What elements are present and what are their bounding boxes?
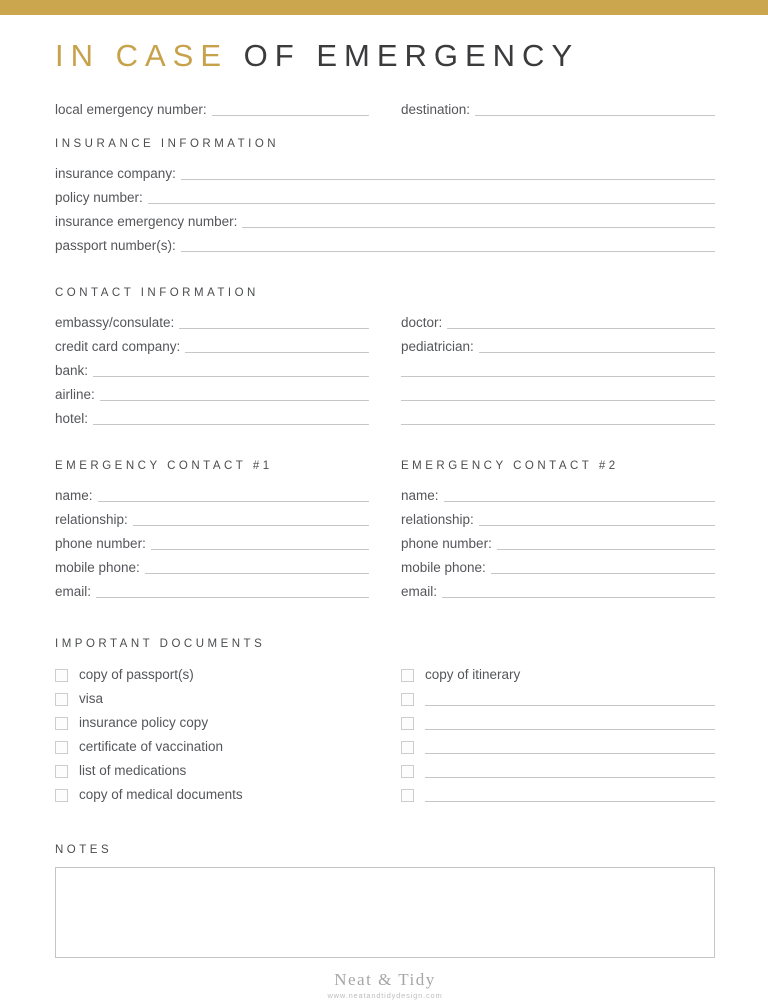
top-accent-bar: [0, 0, 768, 15]
checkbox[interactable]: [401, 693, 414, 706]
fill-in-line[interactable]: [425, 777, 715, 778]
field-doctor: [401, 308, 715, 332]
field-credit-card-company: [55, 332, 369, 356]
contact-fields: [55, 308, 715, 428]
field-label: destination:: [401, 102, 471, 117]
fill-in-line[interactable]: [93, 424, 369, 425]
field-ec1-email: [55, 577, 369, 601]
field-label: email:: [55, 584, 92, 599]
field-label: embassy/consulate:: [55, 315, 175, 330]
fill-in-line[interactable]: [425, 705, 715, 706]
insurance-section-heading: INSURANCE INFORMATION: [55, 138, 280, 150]
fill-in-line[interactable]: [491, 573, 715, 574]
checklist-item-blank: [401, 783, 715, 807]
checkbox[interactable]: [401, 765, 414, 778]
fill-in-line[interactable]: [497, 549, 715, 550]
contact-right-column: [401, 308, 715, 428]
field-label: relationship:: [55, 512, 128, 527]
brand-url: www.neatandtidydesign.com: [327, 991, 443, 1000]
quick-fields-row: [55, 97, 715, 119]
fill-in-line[interactable]: [401, 424, 715, 425]
field-label: email:: [401, 584, 438, 599]
checklist-label: insurance policy copy: [79, 715, 209, 730]
fill-in-line[interactable]: [148, 203, 715, 204]
checklist-label: certificate of vaccination: [79, 739, 224, 754]
fill-in-line[interactable]: [145, 573, 369, 574]
fill-in-line[interactable]: [133, 525, 369, 526]
field-label: doctor:: [401, 315, 443, 330]
checklist-item-certificate-of-vaccination: [55, 735, 369, 759]
page-title-accent: IN CASE: [55, 38, 229, 73]
documents-right-column: [401, 663, 715, 807]
field-policy-number: [55, 183, 715, 207]
fill-in-line[interactable]: [181, 251, 715, 252]
checkbox[interactable]: [55, 717, 68, 730]
field-pediatrician: [401, 332, 715, 356]
field-label: phone number:: [401, 536, 492, 551]
checklist-label: list of medications: [79, 763, 187, 778]
checklist-item-copy-of-passports: [55, 663, 369, 687]
checklist-item-list-of-medications: [55, 759, 369, 783]
field-ec2-relationship: [401, 505, 715, 529]
field-insurance-emergency-number: [55, 207, 715, 231]
checklist-label: copy of medical documents: [79, 787, 243, 802]
field-bank: [55, 356, 369, 380]
field-airline: [55, 380, 369, 404]
fill-in-line[interactable]: [442, 597, 715, 598]
field-ec2-phone-number: [401, 529, 715, 553]
field-ec1-name: [55, 481, 369, 505]
fill-in-line[interactable]: [444, 501, 715, 502]
field-ec2-email: [401, 577, 715, 601]
checklist-label: visa: [79, 691, 104, 706]
emergency-contacts: [55, 428, 715, 601]
checkbox[interactable]: [401, 717, 414, 730]
field-label: airline:: [55, 387, 95, 402]
field-label: credit card company:: [55, 339, 181, 354]
contact-section-heading: CONTACT INFORMATION: [55, 287, 259, 299]
checklist-item-blank: [401, 711, 715, 735]
field-blank: [401, 404, 715, 428]
field-destination: [401, 97, 715, 119]
field-blank: [401, 380, 715, 404]
fill-in-line[interactable]: [179, 328, 369, 329]
field-label: local emergency number:: [55, 102, 207, 117]
checklist-label: copy of passport(s): [79, 667, 194, 682]
documents-section-heading: IMPORTANT DOCUMENTS: [55, 638, 266, 650]
field-label: relationship:: [401, 512, 474, 527]
page-title: [55, 39, 715, 73]
field-local-emergency-number: [55, 97, 369, 119]
emergency-contact-1: [55, 428, 369, 601]
field-label: mobile phone:: [401, 560, 486, 575]
field-label: passport number(s):: [55, 238, 176, 253]
fill-in-line[interactable]: [93, 376, 369, 377]
fill-in-line[interactable]: [212, 115, 369, 116]
field-label: mobile phone:: [55, 560, 140, 575]
fill-in-line[interactable]: [181, 179, 715, 180]
field-label: name:: [401, 488, 439, 503]
checkbox[interactable]: [55, 693, 68, 706]
contact-left-column: [55, 308, 369, 428]
fill-in-line[interactable]: [479, 525, 715, 526]
field-insurance-company: [55, 159, 715, 183]
fill-in-line[interactable]: [447, 328, 715, 329]
field-ec1-relationship: [55, 505, 369, 529]
field-label: name:: [55, 488, 93, 503]
field-label: insurance emergency number:: [55, 214, 238, 229]
notes-box[interactable]: [55, 867, 715, 958]
field-ec2-mobile-phone: [401, 553, 715, 577]
brand-logo: Neat & Tidy: [334, 970, 436, 989]
field-passport-numbers: [55, 231, 715, 255]
checkbox[interactable]: [401, 741, 414, 754]
checklist-item-blank: [401, 759, 715, 783]
field-blank: [401, 356, 715, 380]
fill-in-line[interactable]: [425, 753, 715, 754]
checkbox[interactable]: [401, 669, 414, 682]
documents-left-column: [55, 663, 369, 807]
page-title-rest: OF EMERGENCY: [243, 38, 580, 73]
field-label: pediatrician:: [401, 339, 474, 354]
fill-in-line[interactable]: [475, 115, 715, 116]
emergency-contact-2: [401, 428, 715, 601]
field-label: bank:: [55, 363, 89, 378]
fill-in-line[interactable]: [425, 801, 715, 802]
fill-in-line[interactable]: [479, 352, 715, 353]
checkbox[interactable]: [55, 789, 68, 802]
checklist-item-blank: [401, 687, 715, 711]
checklist-item-copy-of-medical-documents: [55, 783, 369, 807]
field-label: policy number:: [55, 190, 143, 205]
checkbox[interactable]: [55, 765, 68, 778]
field-label: phone number:: [55, 536, 146, 551]
checklist-label: copy of itinerary: [425, 667, 521, 682]
fill-in-line[interactable]: [401, 400, 715, 401]
documents-checklist: [55, 663, 715, 807]
checkbox[interactable]: [401, 789, 414, 802]
field-embassy-consulate: [55, 308, 369, 332]
fill-in-line[interactable]: [401, 376, 715, 377]
checkbox[interactable]: [55, 741, 68, 754]
emergency-contact-1-heading: EMERGENCY CONTACT #1: [55, 460, 273, 472]
notes-section-heading: NOTES: [55, 844, 113, 856]
field-ec1-phone-number: [55, 529, 369, 553]
fill-in-line[interactable]: [425, 729, 715, 730]
fill-in-line[interactable]: [151, 549, 369, 550]
field-label: insurance company:: [55, 166, 176, 181]
fill-in-line[interactable]: [100, 400, 369, 401]
checklist-item-copy-of-itinerary: [401, 663, 715, 687]
field-hotel: [55, 404, 369, 428]
checklist-item-blank: [401, 735, 715, 759]
field-label: hotel:: [55, 411, 89, 426]
field-ec2-name: [401, 481, 715, 505]
checklist-item-insurance-policy-copy: [55, 711, 369, 735]
footer: [55, 970, 715, 1001]
checklist-item-visa: [55, 687, 369, 711]
field-ec1-mobile-phone: [55, 553, 369, 577]
checkbox[interactable]: [55, 669, 68, 682]
fill-in-line[interactable]: [96, 597, 369, 598]
fill-in-line[interactable]: [185, 352, 369, 353]
emergency-contact-2-heading: EMERGENCY CONTACT #2: [401, 460, 619, 472]
fill-in-line[interactable]: [98, 501, 369, 502]
insurance-fields: [55, 159, 715, 255]
fill-in-line[interactable]: [242, 227, 715, 228]
